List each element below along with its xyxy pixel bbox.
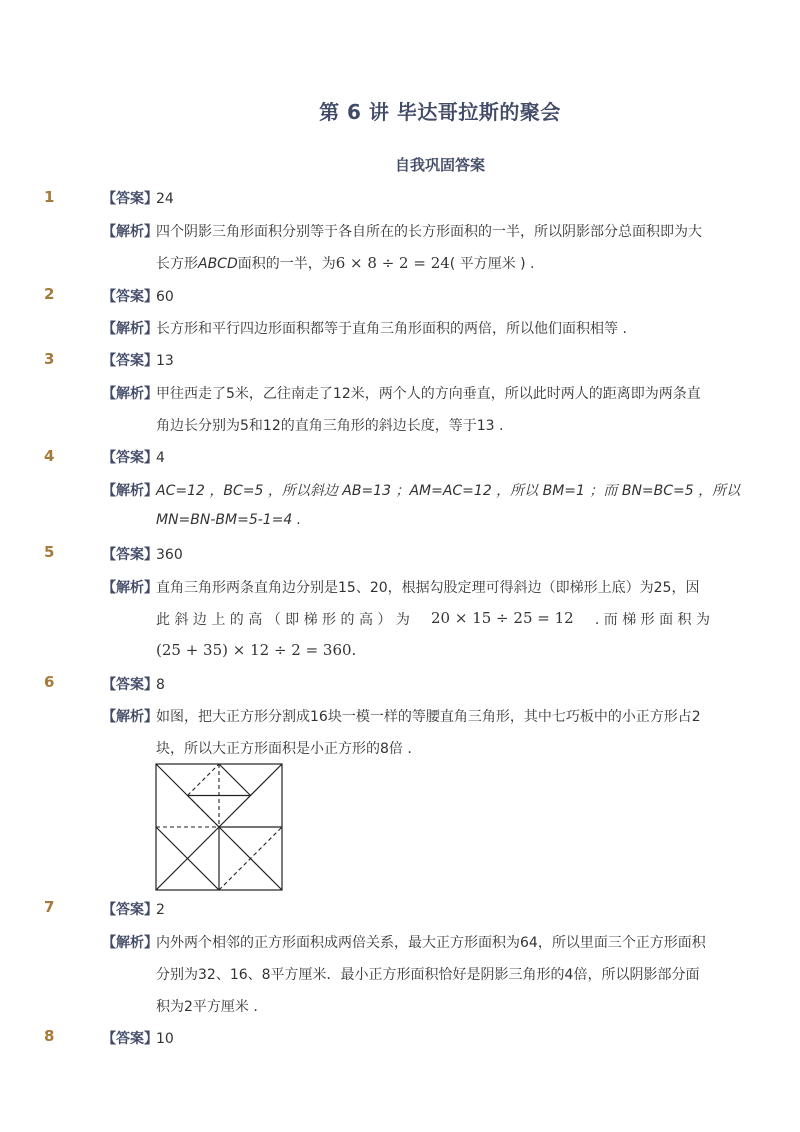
analysis-text-continued: [156, 609, 710, 629]
analysis-text-continued: 角边长分别为5和12的直角三角形的斜边长度，等于13 .: [156, 418, 504, 434]
question-number: 4: [44, 447, 55, 465]
answer-value: 360: [156, 547, 183, 563]
analysis-fragment: 长方形: [156, 256, 198, 272]
answer-line: [102, 350, 174, 370]
answer-value: 13: [156, 353, 174, 369]
analysis-text: 直角三角形两条直角边分别是15、20，根据勾股定理可得斜边（即梯形上底）为25，因: [156, 580, 700, 596]
answer-line: [102, 447, 165, 467]
answer-label: 【答案】: [102, 1031, 158, 1047]
analysis-fragment: 面积的一半，为: [237, 256, 336, 272]
analysis-line: [102, 318, 627, 338]
analysis-label: 【解析】: [102, 483, 158, 499]
analysis-label: 【解析】: [102, 709, 158, 725]
answer-line: [102, 188, 174, 208]
analysis-formula: 6 × 8 ÷ 2 = 24: [335, 254, 450, 272]
analysis-line: [102, 577, 699, 597]
question-number: 5: [44, 543, 55, 561]
analysis-text-continued: 分别为32、16、8平方厘米．最小正方形面积恰好是阴影三角形的4倍，所以阴影部分面: [156, 967, 700, 983]
analysis-line: [102, 706, 701, 726]
question-number: 7: [44, 898, 55, 916]
analysis-line: [102, 480, 740, 500]
analysis-text: 四个阴影三角形面积分别等于各自所在的长方形面积的一半，所以阴影部分总面积即为大: [156, 224, 702, 240]
analysis-label: 【解析】: [102, 321, 158, 337]
answer-value: 4: [156, 450, 165, 466]
analysis-formula: 20 × 15 ÷ 25 = 12: [431, 609, 574, 627]
answer-label: 【答案】: [102, 450, 158, 466]
answer-line: [102, 544, 183, 564]
answer-line: [102, 286, 174, 306]
analysis-line: [102, 383, 701, 403]
analysis-line: [102, 221, 702, 241]
lecture-title: 第 6 讲 毕达哥拉斯的聚会: [319, 100, 561, 124]
answer-label: 【答案】: [102, 191, 158, 207]
answer-label: 【答案】: [102, 547, 158, 563]
question-number: 8: [44, 1027, 55, 1045]
answer-value: 10: [156, 1031, 174, 1047]
analysis-text: 如图，把大正方形分割成16块一模一样的等腰直角三角形，其中七巧板中的小正方形占2: [156, 709, 701, 725]
question-number: 1: [44, 188, 55, 206]
analysis-text-continued: MN=BN-BM=5-1=4 .: [156, 512, 302, 528]
answer-value: 60: [156, 289, 174, 305]
answer-value: 8: [156, 677, 165, 693]
answer-label: 【答案】: [102, 677, 158, 693]
analysis-text: AC=12 ，BC=5 ，所以斜边 AB=13 ；AM=AC=12 ，所以 BM=1 ；而 BN=BC=5 ，所以: [156, 483, 741, 499]
analysis-line: [102, 932, 706, 952]
answer-label: 【答案】: [102, 353, 158, 369]
analysis-label: 【解析】: [102, 580, 158, 596]
analysis-fragment: 此 斜 边 上 的 高 （ 即 梯 形 的 高 ） 为: [156, 612, 410, 628]
analysis-text: 甲往西走了5米，乙往南走了12米，两个人的方向垂直，所以此时两人的距离即为两条直: [156, 386, 701, 402]
analysis-text: 长方形和平行四边形面积都等于直角三角形面积的两倍，所以他们面积相等 .: [156, 321, 627, 337]
answer-label: 【答案】: [102, 902, 158, 918]
analysis-text-continued: 积为2平方厘米 .: [156, 999, 258, 1015]
analysis-label: 【解析】: [102, 224, 158, 240]
analysis-text-continued: [156, 253, 535, 273]
question-number: 3: [44, 350, 55, 368]
tangram-square-figure: [155, 763, 283, 891]
question-number: 6: [44, 673, 55, 691]
analysis-text-continued: 块，所以大正方形面积是小正方形的8倍 .: [156, 741, 412, 757]
analysis-variable: ABCD: [198, 256, 238, 272]
dashed-segment: [188, 764, 220, 796]
answer-line: [102, 899, 165, 919]
answer-label: 【答案】: [102, 289, 158, 305]
analysis-label: 【解析】: [102, 935, 158, 951]
answer-line: [102, 674, 165, 694]
section-subtitle: 自我巩固答案: [394, 156, 485, 174]
analysis-fragment: . 而 梯 形 面 积 为: [594, 612, 710, 628]
analysis-formula-line: (25 + 35) × 12 ÷ 2 = 360.: [156, 641, 357, 659]
answer-value: 24: [156, 191, 174, 207]
answer-value: 2: [156, 902, 165, 918]
analysis-fragment: ( 平方厘米 ) .: [449, 256, 535, 272]
question-number: 2: [44, 285, 55, 303]
analysis-label: 【解析】: [102, 386, 158, 402]
answer-line: [102, 1028, 174, 1048]
diagonal-segment: [219, 764, 251, 796]
analysis-text: 内外两个相邻的正方形面积成两倍关系，最大正方形面积为64，所以里面三个正方形面积: [156, 935, 706, 951]
